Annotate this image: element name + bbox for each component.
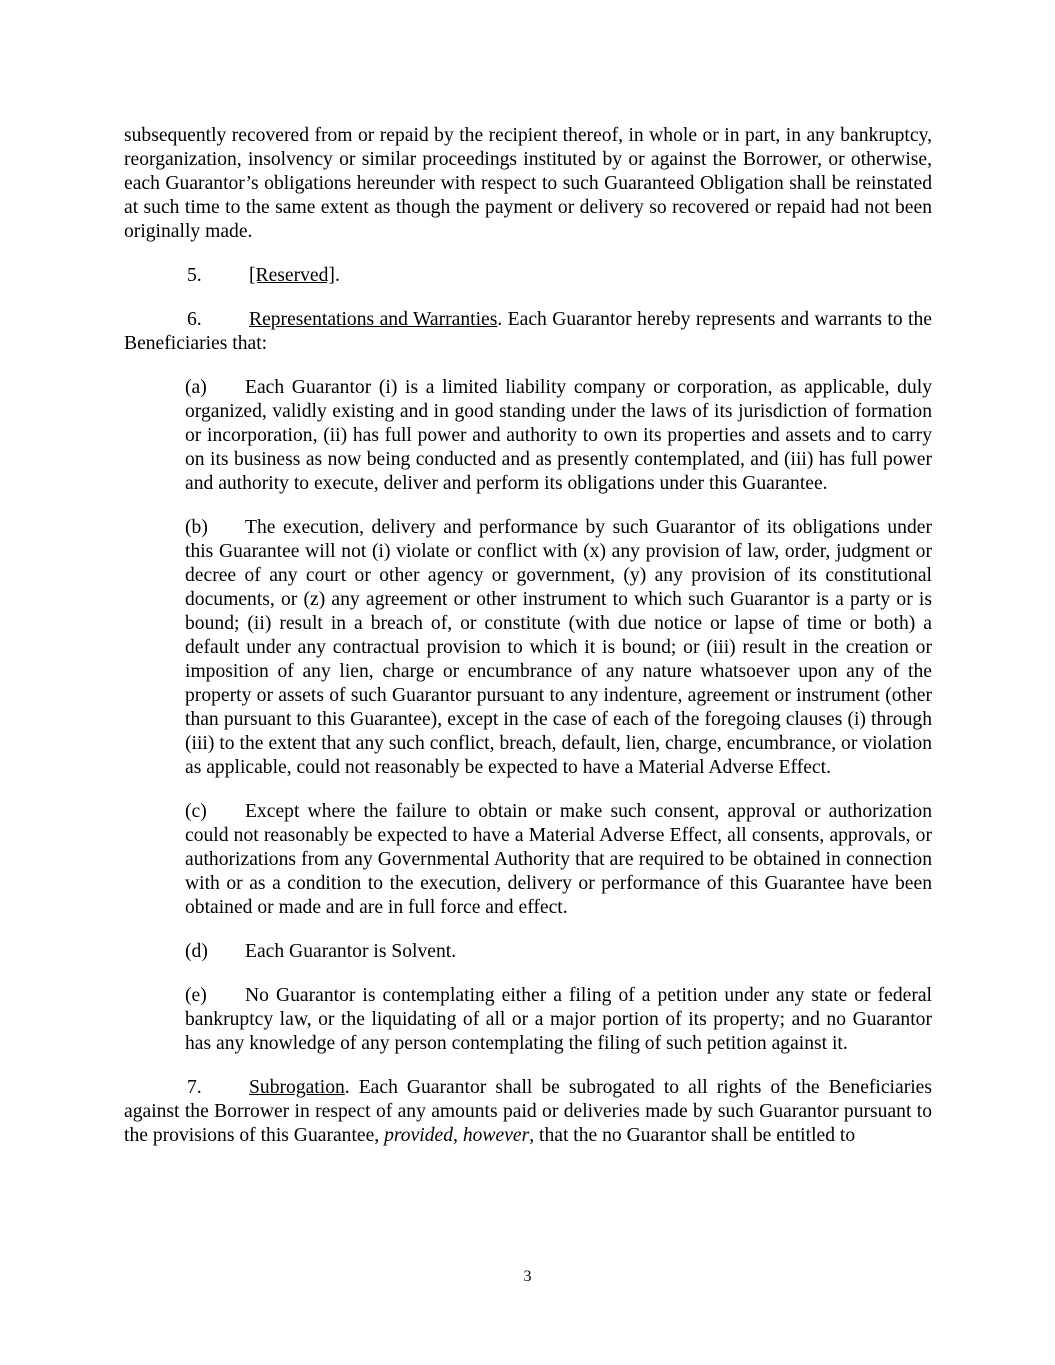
opening-paragraph: subsequently recovered from or repaid by the recipient thereof, in whole or in part, in any bankruptcy, reorganization, insolvency or similar proceedings instituted by or against the Borrower, or otherwise, each Guarantor’s obligations hereunder with respect to such Guaranteed Obligation shall be reinstated at such time to the same extent as though the payment or delivery so recovered or repaid had not been originally made.	[124, 125, 932, 242]
section-6-heading: Representations and Warranties	[249, 309, 498, 330]
clause-c	[185, 800, 932, 920]
section-6-number: 6.	[187, 309, 202, 330]
section-7-italic: provided, however	[384, 1125, 530, 1146]
clause-e	[185, 984, 932, 1056]
section-7-heading: Subrogation	[249, 1077, 345, 1098]
clause-a-label: (a)	[185, 377, 207, 398]
page-number: 3	[523, 1268, 532, 1285]
clause-a-text: Each Guarantor (i) is a limited liability company or corporation, as applicable, duly organized, validly existing and in good standing under the laws of its jurisdiction of formation or incorporation, (ii) has full power and authority to own its properties and assets and to carry on its business as now being conducted and as presently contemplated, and (iii) has full power and authority to execute, deliver and perform its obligations under this Guarantee.	[185, 377, 932, 494]
section-5	[124, 264, 932, 288]
clause-d-label: (d)	[185, 941, 208, 962]
clause-b-label: (b)	[185, 517, 208, 538]
clause-b	[185, 516, 932, 780]
clause-e-label: (e)	[185, 985, 207, 1006]
section-7-number: 7.	[187, 1077, 202, 1098]
clause-c-label: (c)	[185, 801, 207, 822]
clause-a	[185, 376, 932, 496]
section-5-heading: [Reserved]	[249, 265, 335, 286]
section-6-text: . Each Guarantor hereby represents and warrants to the Beneficiaries that:	[124, 309, 932, 354]
clause-b-text: The execution, delivery and performance by such Guarantor of its obligations under this Guarantee will not (i) violate or conflict with (x) any provision of law, order, judgment or decree of any court or other agency or government, (y) any provision of its constitutional documents, or (z) any agreement or other instrument to which such Guarantor is a party or is bound; (ii) result in a breach of, or constitute (with due notice or lapse of time or both) a default under any contractual provision to which it is bound; or (iii) result in the creation or imposition of any lien, charge or encumbrance of any nature whatsoever upon any of the property or assets of such Guarantor pursuant to any indenture, agreement or instrument (other than pursuant to this Guarantee), except in the case of each of the foregoing clauses (i) through (iii) to the extent that any such conflict, breach, default, lien, charge, encumbrance, or violation as applicable, could not reasonably be expected to have a Material Adverse Effect.	[185, 517, 932, 778]
clause-c-text: Except where the failure to obtain or make such consent, approval or authorization could not reasonably be expected to have a Material Adverse Effect, all consents, approvals, or authorizations from any Governmental Authority that are required to be obtained in connection with or as a condition to the execution, delivery or performance of this Guarantee have been obtained or made and are in full force and effect.	[185, 801, 932, 918]
section-6	[124, 308, 932, 356]
section-7	[124, 1076, 932, 1148]
clause-d-text: Each Guarantor is Solvent.	[245, 941, 457, 962]
section-5-number: 5.	[187, 265, 202, 286]
clause-e-text: No Guarantor is contemplating either a filing of a petition under any state or federal bankruptcy law, or the liquidating of all or a major portion of its property; and no Guarantor has any knowledge of any person contemplating the filing of such petition against it.	[185, 985, 932, 1054]
section-5-period: .	[334, 265, 340, 286]
section-7-text-before: . Each Guarantor shall be subrogated to all rights of the Beneficiaries against the Borrower in respect of any amounts paid or deliveries made by such Guarantor pursuant to the provisions of this Guarantee,	[124, 1077, 932, 1146]
section-7-text-after: , that the no Guarantor shall be entitled to	[529, 1125, 856, 1146]
document-page	[124, 124, 932, 1148]
clause-d	[185, 940, 932, 964]
